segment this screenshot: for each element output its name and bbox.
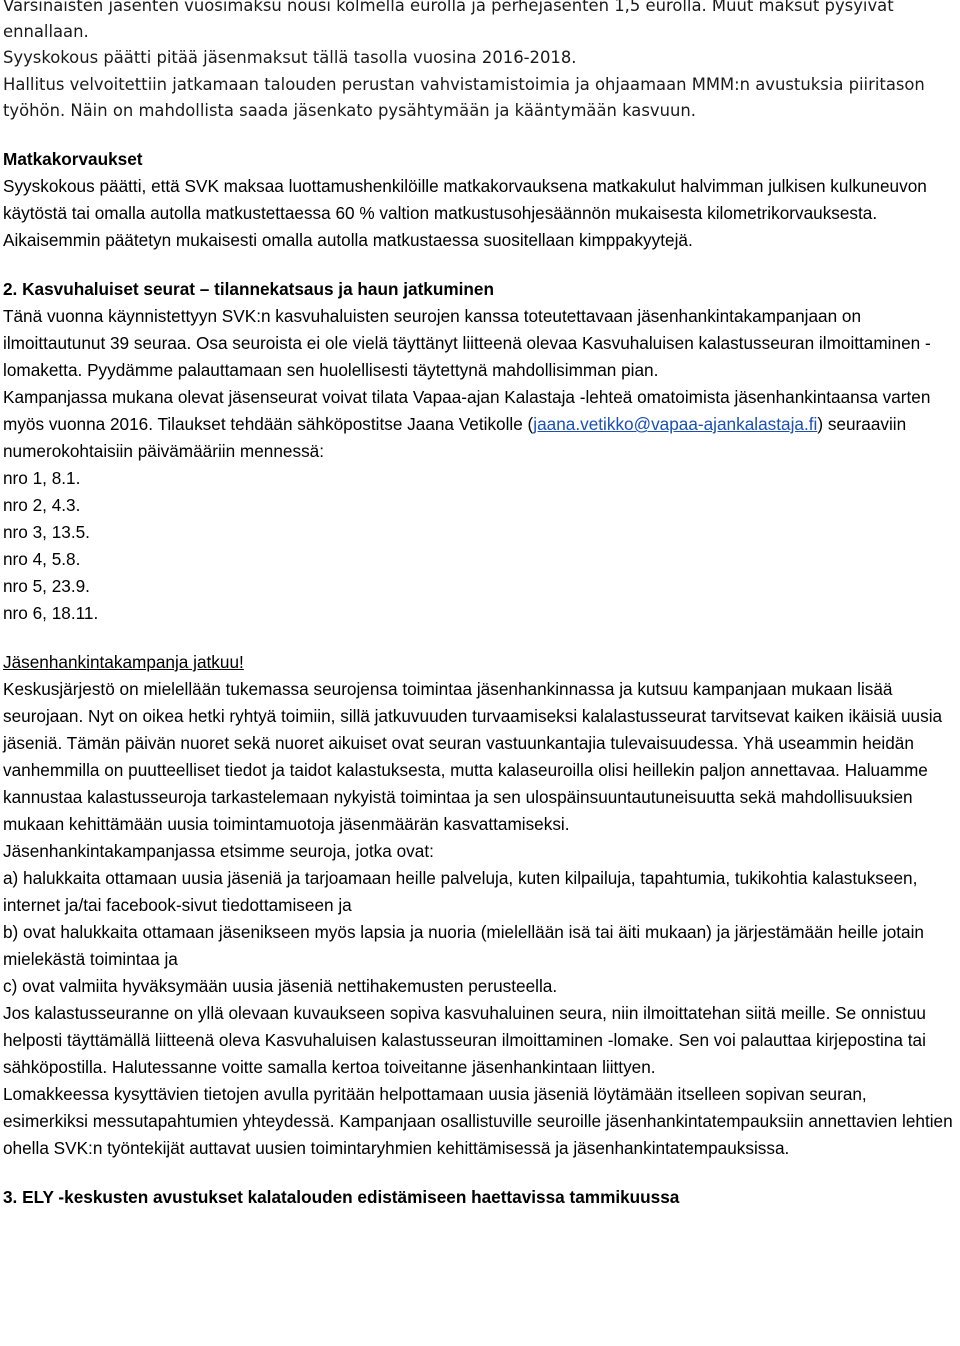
criteria-a: a) halukkaita ottamaan uusia jäseniä ja tarjoamaan heille palveluja, kuten kilpailuja, tapahtumia, tukikohtia kalastukseen, internet ja/tai facebook-sivut tiedottamiseen ja [3,868,918,916]
criteria-c: c) ovat valmiita hyväksymään uusia jäseniä nettihakemusten perusteella. [3,976,558,997]
campaign-paragraph-4: Lomakkeessa kysyttävien tietojen avulla pyritään helpottamaan uusia jäseniä löytämään itselleen sopivan seuran, esimerkiksi messutapahtumien yhteydessä. Kampanjaan osallistuville seuroille jäsenhankintatempauksiin annettavien lehtien ohella SVK:n työntekijät auttavat uusien toimintaryhmien kehittämisessä ja jäsenhankintatempauksissa. [3,1084,953,1159]
date-item: nro 4, 5.8. [3,549,81,570]
date-item: nro 3, 13.5. [3,522,90,543]
date-item: nro 5, 23.9. [3,576,90,597]
section-2-paragraph-1: Tänä vuonna käynnistettyyn SVK:n kasvuhaluisten seurojen kanssa toteutettavaan jäsenhankintakampanjaan on ilmoittautunut 39 seuraa. Osa seuroista ei ole vielä täyttänyt liitteenä olevaa Kasvuhaluisen kalastusseuran ilmoittaminen -lomaketta. Pyydämme palauttamaan sen huolellisesti täytettynä mahdollisimman pian. [3,306,931,381]
travel-paragraph-1: Syyskokous päätti, että SVK maksaa luottamushenkilöille matkakorvauksena matkakulut halvimman julkisen kulkuneuvon käytöstä tai omalla autolla matkustettaessa 60 % valtion matkustusohjesäännön mukaisesta kilometrikorvauksesta. [3,176,927,224]
section-2-heading: 2. Kasvuhaluiset seurat – tilannekatsaus ja haun jatkuminen [3,279,494,300]
order-text-after: ) seuraaviin numerokohtaisiin päivämääriin mennessä: [3,414,907,462]
travel-heading: Matkakorvaukset [3,149,143,170]
email-link[interactable]: jaana.vetikko@vapaa-ajankalastaja.fi [533,414,818,435]
section-2 [3,276,954,627]
intro-paragraph-1: Varsinaisten jäsenten vuosimaksu nousi kolmella eurolla ja perhejäsenten 1,5 eurolla. Muut maksut pysyivät ennallaan. [3,0,894,42]
criteria-b: b) ovat halukkaita ottamaan jäsenikseen myös lapsia ja nuoria (mielellään isä tai äiti mukaan) ja järjestämään heille jotain mielekästä toimintaa ja [3,922,924,970]
campaign-paragraph-2: Jäsenhankintakampanjassa etsimme seuroja, jotka ovat: [3,841,434,862]
campaign-heading: Jäsenhankintakampanja jatkuu! [3,652,244,673]
campaign-paragraph-3: Jos kalastusseuranne on yllä olevaan kuvaukseen sopiva kasvuhaluinen seura, niin ilmoittatehan siitä meille. Se onnistuu helposti täyttämällä liitteenä oleva Kasvuhaluisen kalastusseuran ilmoittaminen -lomake. Sen voi palauttaa kirjepostina tai sähköpostilla. Halutessanne voitte samalla kertoa toiveitanne jäsenhankintaan liittyen. [3,1003,926,1078]
section-2-paragraph-2 [3,384,954,465]
intro-paragraph-3: Hallitus velvoitettiin jatkamaan talouden perustan vahvistamistoimia ja ohjaamaan MMM:n avustuksia piiritason työhön. Näin on mahdollista saada jäsenkato pysähtymään ja kääntymään kasvuun. [3,74,925,120]
order-text-before: Kampanjassa mukana olevat jäsenseurat voivat tilata Vapaa-ajan Kalastaja -lehteä omatoimista jäsenhankintaansa varten myös vuonna 2016. Tilaukset tehdään sähköpostitse Jaana Vetikolle ( [3,387,931,435]
date-item: nro 2, 4.3. [3,495,81,516]
section-3 [3,1184,954,1211]
campaign-section [3,649,954,1162]
date-item: nro 1, 8.1. [3,468,81,489]
intro-block [3,0,954,124]
travel-section [3,146,954,254]
campaign-paragraph-1: Keskusjärjestö on mielellään tukemassa seurojensa toimintaa jäsenhankinnassa ja kutsuu kampanjaan mukaan lisää seurojaan. Nyt on oikea hetki ryhtyä toimiin, sillä jatkuvuuden turvaamiseksi kalalastusseurat tarvitsevat kaiken ikäisiä uusia jäseniä. Tämän päivän nuoret sekä nuoret aikuiset ovat seuran vastuunkantajia tulevaisuudessa. Yhä useammin heidän vanhemmilla on puutteelliset tiedot ja taidot kalastuksesta, mutta kalaseuroilla olisi heillekin paljon annettavaa. Haluamme kannustaa kalastusseuroja tarkastelemaan nykyistä toimintaa ja sen ulospäinsuuntautuneisuutta sekä mahdollisuuksien mukaan kehittämään uusia toimintamuotoja jäsenmäärän kasvattamiseksi. [3,679,943,835]
travel-paragraph-2: Aikaisemmin päätetyn mukaisesti omalla autolla matkustaessa suositellaan kimppakyytejä. [3,230,693,251]
intro-paragraph-2: Syyskokous päätti pitää jäsenmaksut tällä tasolla vuosina 2016-2018. [3,48,577,68]
date-item: nro 6, 18.11. [3,603,99,624]
section-3-heading: 3. ELY -keskusten avustukset kalatalouden edistämiseen haettavissa tammikuussa [3,1187,680,1208]
